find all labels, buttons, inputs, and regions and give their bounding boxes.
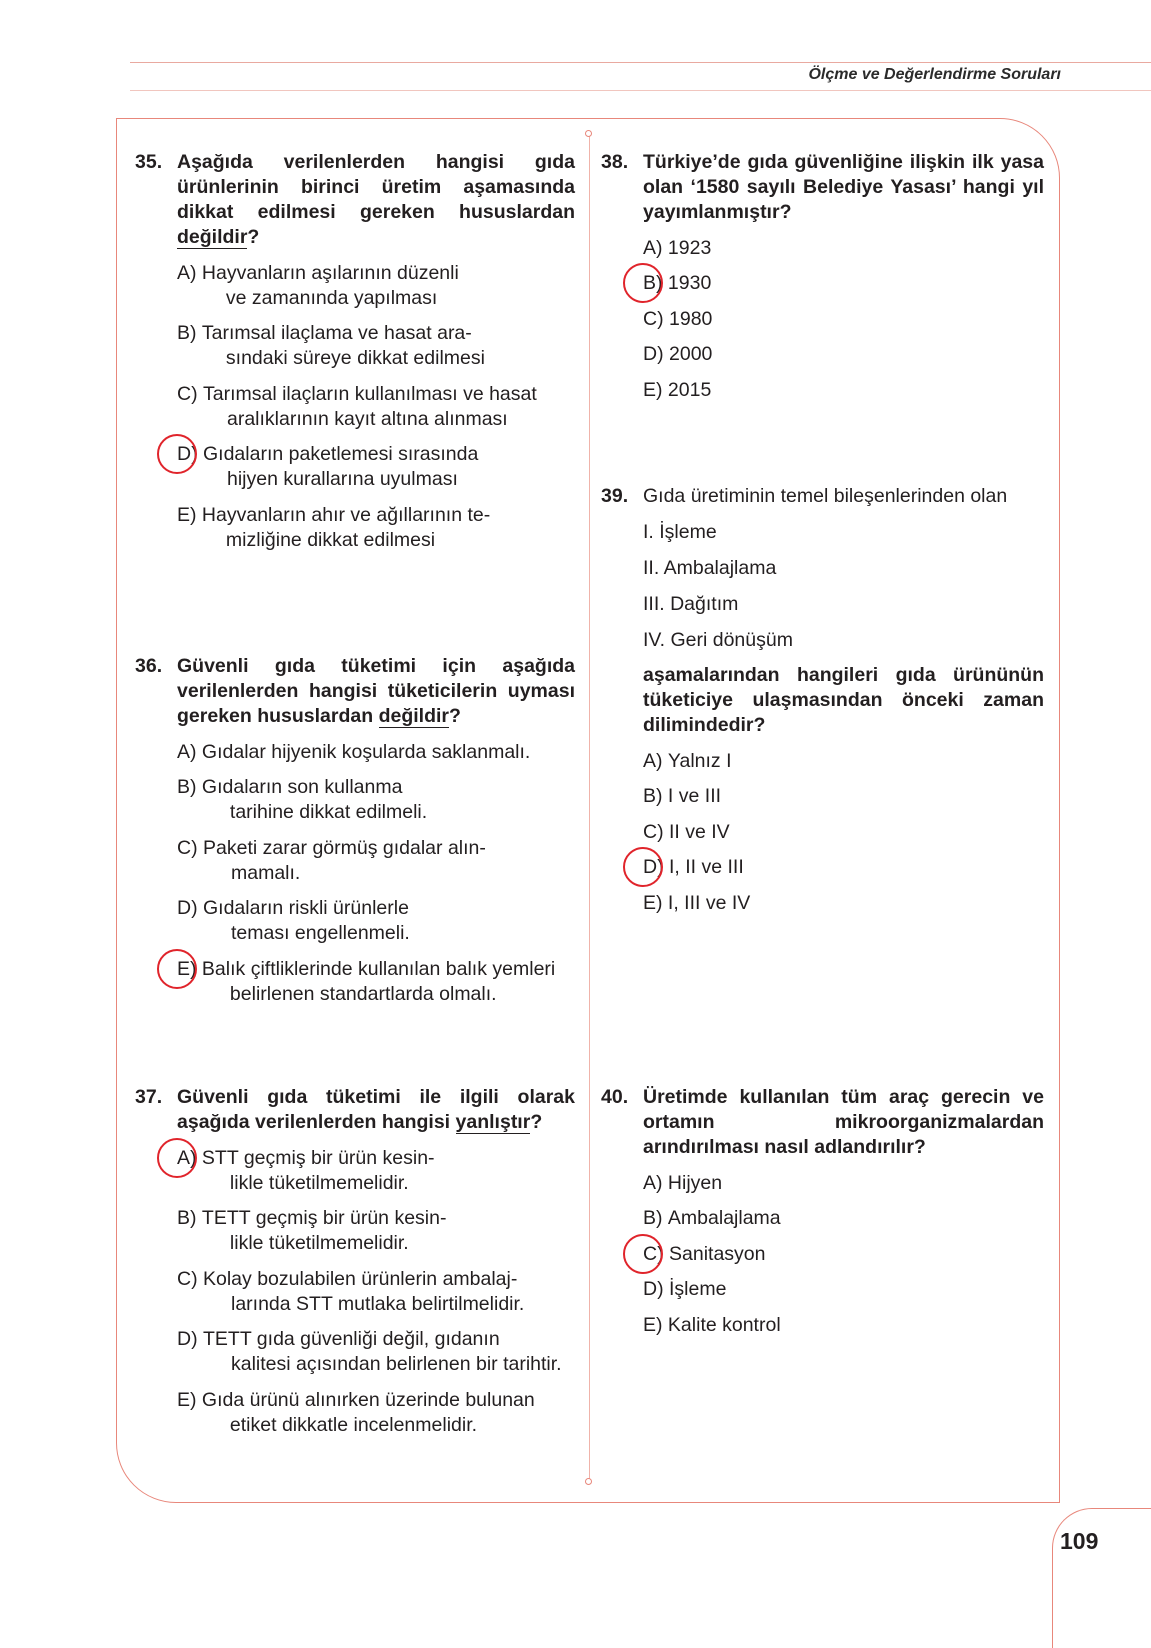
- question-number: 35.: [135, 151, 163, 173]
- option-d[interactable]: D) Gıdaların paketlemesi sırasında hijyen kurallarına uyulması: [177, 442, 575, 492]
- option-list: [643, 236, 1044, 403]
- option-b[interactable]: B) Ambalajlama: [643, 1207, 781, 1229]
- question-38: [601, 150, 1044, 403]
- option-a[interactable]: A) Hijyen: [643, 1171, 723, 1194]
- option-c[interactable]: C) Tarımsal ilaçların kullanılması ve hasat aralıklarının kayıt altına alınması: [177, 382, 537, 430]
- statement-list: [643, 520, 1044, 916]
- column-divider: [589, 133, 590, 1484]
- question-text: Güvenli gıda tüketimi ile ilgili olarak aşağıda verilenlerden hangisi yanlıştır?: [177, 1086, 575, 1133]
- statement-item: I. İşleme: [643, 521, 717, 543]
- option-e[interactable]: E) Kalite kontrol: [643, 1313, 781, 1336]
- option-a[interactable]: A) STT geçmiş bir ürün kesin- likle tüketilmemelidir.: [177, 1146, 575, 1196]
- option-c[interactable]: C) Kolay bozulabilen ürünlerin ambalaj- larında STT mutlaka belirtilmelidir.: [177, 1267, 525, 1315]
- answer-circle-mark: [623, 263, 663, 303]
- option-c[interactable]: C) Sanitasyon: [643, 1242, 1044, 1267]
- option-b[interactable]: B) TETT geçmiş bir ürün kesin- likle tüketilmemelidir.: [177, 1207, 447, 1254]
- question-text: Güvenli gıda tüketimi için aşağıda verilenlerden hangisi tüketicilerin uyması gereken hususlardan değildir?: [177, 655, 575, 727]
- question-text: Türkiye’de gıda güvenliğine ilişkin ilk yasa olan ‘1580 sayılı Belediye Yasası’ hangi yıl yayımlanmıştır?: [643, 151, 1044, 223]
- header-rule-top: [130, 62, 1151, 63]
- question-40: [601, 1085, 1044, 1338]
- header-rule-bottom: [130, 90, 1151, 91]
- question-number: 37.: [135, 1086, 163, 1108]
- question-text: Aşağıda verilenlerden hangisi gıda ürünlerinin birinci üretim aşamasında dikkat edilmesi gereken hususlardan değildir?: [177, 151, 575, 248]
- option-c[interactable]: C) Paketi zarar görmüş gıdalar alın- mamalı.: [177, 836, 486, 884]
- question-number: 36.: [135, 655, 163, 677]
- option-c[interactable]: C) 1980: [643, 307, 713, 330]
- answer-circle-mark: [157, 949, 197, 989]
- question-35: [135, 150, 575, 553]
- statement-item: II. Ambalajlama: [643, 557, 777, 579]
- question-36: [135, 654, 575, 1007]
- question-text: Üretimde kullanılan tüm araç gerecin ve ortamın mikroorganizmalardan arındırılması nasıl adlandırılır?: [643, 1086, 1044, 1158]
- emphasis-underline: değildir: [177, 226, 248, 248]
- option-c[interactable]: C) II ve IV: [643, 820, 730, 843]
- option-a[interactable]: A) 1923: [643, 236, 712, 259]
- option-a[interactable]: A) Gıdalar hijyenik koşularda saklanmalı.: [177, 740, 531, 763]
- option-e[interactable]: E) 2015: [643, 378, 712, 401]
- option-e[interactable]: E) Balık çiftliklerinde kullanılan balık yemleri belirlenen standartlarda olmalı.: [177, 957, 575, 1007]
- divider-dot-top: [585, 130, 592, 137]
- question-text: aşamalarından hangileri gıda ürününün tüketiciye ulaşmasından önceki zaman dilimindedir?: [643, 664, 1044, 736]
- option-list: [177, 740, 575, 1007]
- option-e[interactable]: E) Hayvanların ahır ve ağıllarının te- mizliğine dikkat edilmesi: [177, 503, 491, 551]
- option-b[interactable]: B) Tarımsal ilaçlama ve hasat ara- sındaki süreye dikkat edilmesi: [177, 322, 485, 369]
- statement-item: III. Dağıtım: [643, 593, 739, 615]
- answer-circle-mark: [157, 1138, 197, 1178]
- option-d[interactable]: D) TETT gıda güvenliği değil, gıdanın kalitesi açısından belirlenen bir tarihtir.: [177, 1328, 562, 1375]
- answer-circle-mark: [157, 434, 197, 474]
- option-list: [177, 1146, 575, 1438]
- divider-dot-bottom: [585, 1478, 592, 1485]
- option-e[interactable]: E) Gıda ürünü alınırken üzerinde bulunan etiket dikkatle incelenmelidir.: [177, 1388, 535, 1436]
- option-a[interactable]: A) Hayvanların aşılarının düzenli ve zamanında yapılması: [177, 261, 459, 309]
- question-37: [135, 1085, 575, 1438]
- page-header-title: Ölçme ve Değerlendirme Soruları: [808, 66, 1061, 83]
- option-list: [643, 1171, 1044, 1338]
- option-b[interactable]: B) I ve III: [643, 785, 722, 807]
- option-list: [177, 261, 575, 553]
- question-intro: Gıda üretiminin temel bileşenlerinden olan: [643, 485, 1008, 507]
- option-e[interactable]: E) I, III ve IV: [643, 891, 751, 914]
- question-number: 40.: [601, 1086, 629, 1108]
- option-d[interactable]: D) 2000: [643, 343, 713, 365]
- question-number: 39.: [601, 485, 629, 507]
- option-d[interactable]: D) İşleme: [643, 1278, 727, 1300]
- emphasis-underline: yanlıştır: [455, 1111, 531, 1133]
- option-b[interactable]: B) 1930: [643, 271, 1044, 296]
- emphasis-underline: değildir: [378, 705, 449, 727]
- page-number: 109: [1060, 1528, 1099, 1554]
- answer-circle-mark: [623, 1234, 663, 1274]
- question-39: [601, 484, 1044, 916]
- option-d[interactable]: D) I, II ve III: [643, 855, 1044, 880]
- option-b[interactable]: B) Gıdaların son kullanma tarihine dikkat edilmeli.: [177, 776, 428, 823]
- statement-item: IV. Geri dönüşüm: [643, 629, 793, 651]
- option-a[interactable]: A) Yalnız I: [643, 749, 732, 772]
- question-number: 38.: [601, 151, 629, 173]
- answer-circle-mark: [623, 847, 663, 887]
- option-d[interactable]: D) Gıdaların riskli ürünlerle teması engellenmeli.: [177, 897, 410, 944]
